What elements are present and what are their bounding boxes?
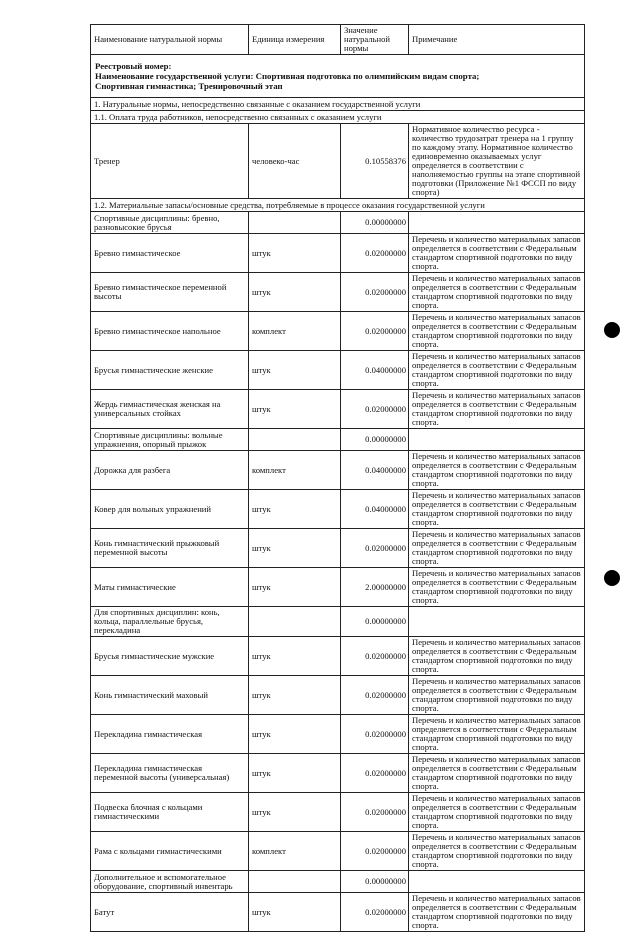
row-note (409, 607, 585, 637)
row-note: Перечень и количество материальных запасов определяется в соответствии с Федеральным стандартом спортивной подготовки по виду спорта. (409, 637, 585, 676)
row-note: Перечень и количество материальных запасов определяется в соответствии с Федеральным стандартом спортивной подготовки по виду спорта. (409, 390, 585, 429)
row-unit (249, 429, 341, 451)
row-note: Перечень и количество материальных запасов определяется в соответствии с Федеральным стандартом спортивной подготовки по виду спорта. (409, 234, 585, 273)
row-note: Перечень и количество материальных запасов определяется в соответствии с Федеральным стандартом спортивной подготовки по виду спорта. (409, 832, 585, 871)
row-note: Перечень и количество материальных запасов определяется в соответствии с Федеральным стандартом спортивной подготовки по виду спорта. (409, 351, 585, 390)
row-name: Спортивные дисциплины: вольные упражнения, опорный прыжок (91, 429, 249, 451)
section-1-1-heading: 1.1. Оплата труда работников, непосредственно связанных с оказанием услуги (91, 111, 585, 124)
row-note: Перечень и количество материальных запасов определяется в соответствии с Федеральным стандартом спортивной подготовки по виду спорта. (409, 568, 585, 607)
row-unit: штук (249, 676, 341, 715)
row-name: Бревно гимнастическое напольное (91, 312, 249, 351)
row-value: 0.00000000 (341, 607, 409, 637)
row-unit (249, 212, 341, 234)
header-note: Примечание (409, 25, 585, 55)
trainer-unit: человеко-час (249, 124, 341, 199)
row-name: Бревно гимнастическое переменной высоты (91, 273, 249, 312)
row-unit: комплект (249, 312, 341, 351)
row-unit: штук (249, 234, 341, 273)
row-note: Перечень и количество материальных запасов определяется в соответствии с Федеральным стандартом спортивной подготовки по виду спорта. (409, 529, 585, 568)
header-unit: Единица измерения (249, 25, 341, 55)
trainer-row (91, 124, 585, 199)
table-row (91, 893, 585, 932)
row-note (409, 212, 585, 234)
header-value: Значение натуральной нормы (341, 25, 409, 55)
row-note: Перечень и количество материальных запасов определяется в соответствии с Федеральным стандартом спортивной подготовки по виду спорта. (409, 715, 585, 754)
row-name: Подвеска блочная с кольцами гимнастическими (91, 793, 249, 832)
row-value: 0.02000000 (341, 754, 409, 793)
row-unit: комплект (249, 451, 341, 490)
row-unit: комплект (249, 832, 341, 871)
row-name: Маты гимнастические (91, 568, 249, 607)
row-note: Перечень и количество материальных запасов определяется в соответствии с Федеральным стандартом спортивной подготовки по виду спорта. (409, 490, 585, 529)
trainer-value: 0.10558376 (341, 124, 409, 199)
row-unit: штук (249, 490, 341, 529)
norms-table (90, 24, 585, 932)
row-name: Перекладина гимнастическая (91, 715, 249, 754)
row-name: Дорожка для разбега (91, 451, 249, 490)
row-name: Жердь гимнастическая женская на универсальных стойках (91, 390, 249, 429)
section-1-1-row (91, 111, 585, 124)
table-row (91, 312, 585, 351)
service-name: Наименование государственной услуги: Спортивная подготовка по олимпийским видам спорта; (95, 71, 480, 81)
table-row (91, 390, 585, 429)
row-value: 0.02000000 (341, 390, 409, 429)
table-row (91, 832, 585, 871)
row-unit: штук (249, 351, 341, 390)
row-unit: штук (249, 793, 341, 832)
row-unit: штук (249, 529, 341, 568)
title-row (91, 55, 585, 98)
row-value: 0.02000000 (341, 637, 409, 676)
row-value: 0.02000000 (341, 893, 409, 932)
row-value: 0.02000000 (341, 234, 409, 273)
row-name: Брусья гимнастические женские (91, 351, 249, 390)
row-note: Перечень и количество материальных запасов определяется в соответствии с Федеральным стандартом спортивной подготовки по виду спорта. (409, 754, 585, 793)
row-name: Спортивные дисциплины: бревно, разновысокие брусья (91, 212, 249, 234)
group-heading-row (91, 871, 585, 893)
row-unit: штук (249, 715, 341, 754)
group-heading-row (91, 429, 585, 451)
row-value: 0.00000000 (341, 212, 409, 234)
row-note (409, 429, 585, 451)
row-unit: штук (249, 893, 341, 932)
row-unit (249, 871, 341, 893)
row-name: Рама с кольцами гимнастическими (91, 832, 249, 871)
group-heading-row (91, 607, 585, 637)
row-value: 0.02000000 (341, 312, 409, 351)
table-row (91, 568, 585, 607)
row-value: 0.02000000 (341, 676, 409, 715)
section-1-2-heading: 1.2. Материальные запасы/основные средства, потребляемые в процессе оказания государственной услуги (91, 199, 585, 212)
row-unit: штук (249, 390, 341, 429)
row-value: 2.00000000 (341, 568, 409, 607)
row-unit: штук (249, 568, 341, 607)
row-name: Ковер для вольных упражнений (91, 490, 249, 529)
row-value: 0.00000000 (341, 429, 409, 451)
row-value: 0.04000000 (341, 490, 409, 529)
hole-punch-top (604, 322, 620, 338)
table-row (91, 351, 585, 390)
row-note: Перечень и количество материальных запасов определяется в соответствии с Федеральным стандартом спортивной подготовки по виду спорта. (409, 793, 585, 832)
table-row (91, 451, 585, 490)
row-name: Дополнительное и вспомогательное оборудование, спортивный инвентарь (91, 871, 249, 893)
service-stage: Спортивная гимнастика; Тренировочный этап (95, 81, 283, 91)
section-1-heading: 1. Натуральные нормы, непосредственно связанные с оказанием государственной услуги (91, 98, 585, 111)
service-title (91, 55, 585, 98)
row-value: 0.04000000 (341, 451, 409, 490)
row-name: Конь гимнастический прыжковый переменной высоты (91, 529, 249, 568)
row-value: 0.02000000 (341, 832, 409, 871)
group-heading-row (91, 212, 585, 234)
row-name: Бревно гимнастическое (91, 234, 249, 273)
row-unit: штук (249, 273, 341, 312)
row-note: Перечень и количество материальных запасов определяется в соответствии с Федеральным стандартом спортивной подготовки по виду спорта. (409, 451, 585, 490)
row-unit: штук (249, 637, 341, 676)
table-row (91, 754, 585, 793)
section-1-2-row (91, 199, 585, 212)
table-row (91, 529, 585, 568)
trainer-name: Тренер (91, 124, 249, 199)
table-header-row (91, 25, 585, 55)
registry-number: Реестровый номер: (95, 61, 172, 71)
trainer-note: Нормативное количество ресурса - количество трудозатрат тренера на 1 группу по каждому этапу. Нормативное количество единовременно оказываемых услуг определяется в соответствии с наполняемостью группы на этапе спортивной подготовки (Приложение №1 ФССП по виду спорта) (409, 124, 585, 199)
row-name: Конь гимнастический маховый (91, 676, 249, 715)
table-row (91, 234, 585, 273)
table-row (91, 490, 585, 529)
row-note: Перечень и количество материальных запасов определяется в соответствии с Федеральным стандартом спортивной подготовки по виду спорта. (409, 676, 585, 715)
row-value: 0.04000000 (341, 351, 409, 390)
row-note: Перечень и количество материальных запасов определяется в соответствии с Федеральным стандартом спортивной подготовки по виду спорта. (409, 273, 585, 312)
row-name: Перекладина гимнастическая переменной высоты (универсальная) (91, 754, 249, 793)
table-row (91, 273, 585, 312)
document-page (90, 24, 584, 932)
row-note: Перечень и количество материальных запасов определяется в соответствии с Федеральным стандартом спортивной подготовки по виду спорта. (409, 893, 585, 932)
row-value: 0.02000000 (341, 715, 409, 754)
row-value: 0.02000000 (341, 273, 409, 312)
table-row (91, 637, 585, 676)
row-note: Перечень и количество материальных запасов определяется в соответствии с Федеральным стандартом спортивной подготовки по виду спорта. (409, 312, 585, 351)
row-note (409, 871, 585, 893)
section-1-row (91, 98, 585, 111)
row-name: Брусья гимнастические мужские (91, 637, 249, 676)
row-value: 0.02000000 (341, 793, 409, 832)
row-value: 0.00000000 (341, 871, 409, 893)
row-unit (249, 607, 341, 637)
row-unit: штук (249, 754, 341, 793)
table-row (91, 676, 585, 715)
hole-punch-bottom (604, 570, 620, 586)
row-name: Для спортивных дисциплин: конь, кольца, параллельные брусья, перекладина (91, 607, 249, 637)
table-row (91, 715, 585, 754)
table-row (91, 793, 585, 832)
row-value: 0.02000000 (341, 529, 409, 568)
row-name: Батут (91, 893, 249, 932)
header-name: Наименование натуральной нормы (91, 25, 249, 55)
